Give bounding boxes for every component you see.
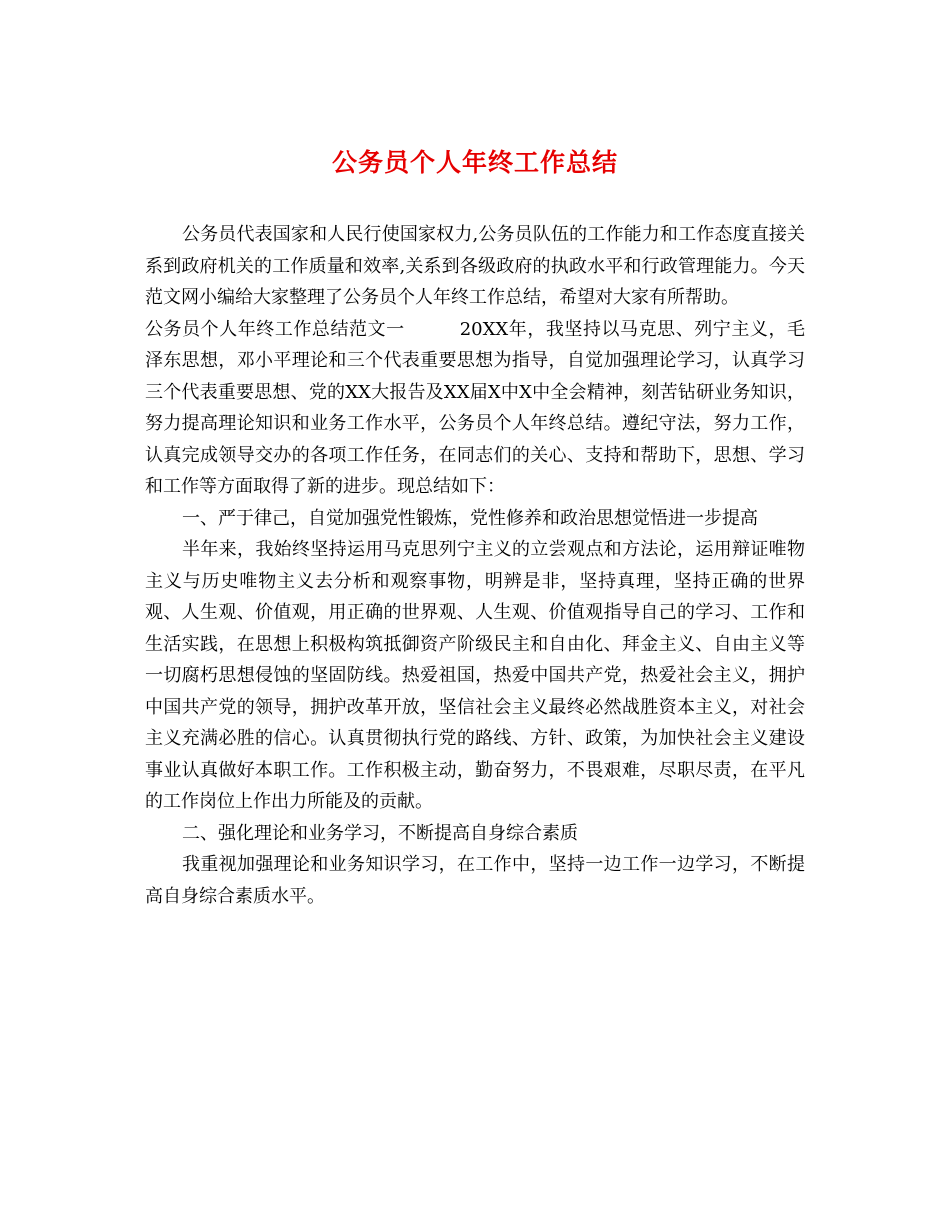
document-title: 公务员个人年终工作总结 [331,148,618,177]
document-body [145,219,805,912]
section-heading-two: 二、强化理论和业务学习，不断提高自身综合素质 [182,822,578,844]
section-one-paragraph: 半年来，我始终坚持运用马克思列宁主义的立尝观点和方法论，运用辩证唯物主义与历史唯物主义去分析和观察事物，明辨是非，坚持真理，坚持正确的世界观、人生观、价值观，用正确的世界观、人生观、价值观指导自己的学习、工作和生活实践，在思想上积极构筑抵御资产阶级民主和自由化、拜金主义、自由主义等一切腐朽思想侵蚀的坚固防线。热爱祖国，热爱中国共产党，热爱社会主义，拥护中国共产党的领导，拥护改革开放，坚信社会主义最终必然战胜资本主义，对社会主义充满必胜的信心。认真贯彻执行党的路线、方针、政策，为加快社会主义建设事业认真做好本职工作。工作积极主动，勤奋努力，不畏艰难，尽职尽责，在平凡的工作岗位上作出力所能及的贡献。 [145,539,805,812]
sample-label: 公务员个人年终工作总结范文一 [145,318,405,340]
section-heading-one: 一、严于律己，自觉加强党性锻炼，党性修养和政治思想觉悟进一步提高 [182,507,758,529]
section-two-paragraph: 我重视加强理论和业务知识学习，在工作中，坚持一边工作一边学习，不断提高自身综合素质水平。 [145,854,805,907]
sample-paragraph [145,314,805,503]
intro-paragraph: 公务员代表国家和人民行使国家权力,公务员队伍的工作能力和工作态度直接关系到政府机关的工作质量和效率,关系到各级政府的执政水平和行政管理能力。今天范文网小编给大家整理了公务员个人年终工作总结，希望对大家有所帮助。 [145,224,805,308]
sample-body: 20XX年，我坚持以马克思、列宁主义，毛泽东思想，邓小平理论和三个代表重要思想为指导，自觉加强理论学习，认真学习三个代表重要思想、党的XX大报告及XX届X中X中全会精神，刻苦钻研业务知识，努力提高理论知识和业务工作水平，公务员个人年终总结。遵纪守法，努力工作，认真完成领导交办的各项工作任务，在同志们的关心、支持和帮助下，思想、学习和工作等方面取得了新的进步。现总结如下： [145,318,805,497]
